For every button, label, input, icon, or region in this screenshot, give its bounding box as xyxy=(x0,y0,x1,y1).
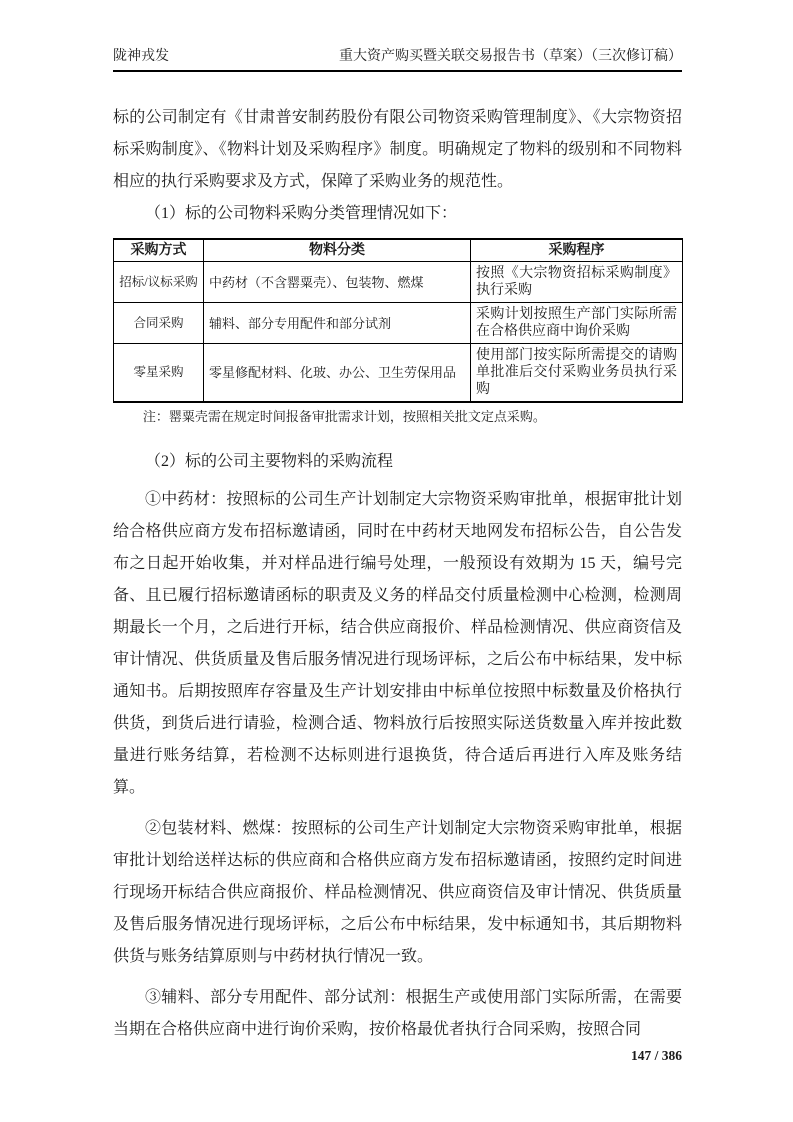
table-header-row xyxy=(114,239,683,262)
section-1-heading: （1）标的公司物料采购分类管理情况如下： xyxy=(145,205,458,222)
column-header-procedure: 采购程序 xyxy=(471,239,683,262)
header-right-title: 重大资产购买暨关联交易报告书（草案）（三次修订稿） xyxy=(339,49,682,64)
table-row xyxy=(114,262,683,303)
column-header-category: 物料分类 xyxy=(204,239,471,262)
section-2-heading: （2）标的公司主要物料的采购流程 xyxy=(145,453,394,470)
paragraph-herbs-procurement: ①中药材：按照标的公司生产计划制定大宗物资采购审批单，根据审批计划给合格供应商方发布招标邀请函，同时在中药材天地网发布招标公告，自公告发布之日起开始收集，并对样品进行编号处理，一般预设有效期为 15 天，编号完备、且已履行招标邀请函标的职责及义务的样品交付质量检测中心检测，检测周期最长一个月，之后进行开标，结合供应商报价、样品检测情况、供应商资信及审计情况、供货质量及售后服务情况进行现场评标，之后公布中标结果，发中标通知书。后期按照库存容量及生产计划安排由中标单位按照中标数量及价格执行供货，到货后进行请验，检测合适、物料放行后按照实际送货数量入库并按此数量进行账务结算，若检测不达标则进行退换货，待合适后再进行入库及账务结算。 xyxy=(113,491,682,796)
cell-category: 辅料、部分专用配件和部分试剂 xyxy=(204,303,471,344)
cell-method: 招标/议标采购 xyxy=(114,262,204,303)
cell-method: 零星采购 xyxy=(114,344,204,403)
cell-procedure: 采购计划按照生产部门实际所需在合格供应商中询价采购 xyxy=(471,303,683,344)
cell-category: 中药材（不含罂粟壳）、包装物、燃煤 xyxy=(204,262,471,303)
table-row xyxy=(114,344,683,403)
page-number: 147 / 386 xyxy=(630,1048,682,1063)
cell-procedure: 使用部门按实际所需提交的请购单批准后交付采购业务员执行采购 xyxy=(471,344,683,403)
table-row xyxy=(114,303,683,344)
cell-procedure: 按照《大宗物资招标采购制度》执行采购 xyxy=(471,262,683,303)
cell-category: 零星修配材料、化玻、办公、卫生劳保用品 xyxy=(204,344,471,403)
header-left-title: 陇神戎发 xyxy=(113,49,169,64)
page-header xyxy=(113,0,682,72)
intro-paragraph: 标的公司制定有《甘肃普安制药股份有限公司物资采购管理制度》、《大宗物资招标采购制度》、《物料计划及采购程序》制度。明确规定了物料的级别和不同物料相应的执行采购要求及方式，保障了采购业务的规范性。 xyxy=(113,109,682,190)
column-header-method: 采购方式 xyxy=(114,239,204,262)
table-note: 注：罂粟壳需在规定时间报备审批需求计划，按照相关批文定点采购。 xyxy=(142,409,546,424)
page-body xyxy=(113,73,682,1064)
cell-method: 合同采购 xyxy=(114,303,204,344)
paragraph-auxiliary-procurement: ③辅料、部分专用配件、部分试剂：根据生产或使用部门实际所需，在需要当期在合格供应商中进行询价采购，按价格最优者执行合同采购，按照合同 xyxy=(113,989,682,1038)
procurement-table xyxy=(113,238,683,403)
paragraph-packaging-fuel-procurement: ②包装材料、燃煤：按照标的公司生产计划制定大宗物资采购审批单，根据审批计划给送样达标的供应商和合格供应商方发布招标邀请函，按照约定时间进行现场开标结合供应商报价、样品检测情况、供应商资信及审计情况、供货质量及售后服务情况进行现场评标，之后公布中标结果，发中标通知书，其后期物料供货与账务结算原则与中药材执行情况一致。 xyxy=(113,820,682,965)
